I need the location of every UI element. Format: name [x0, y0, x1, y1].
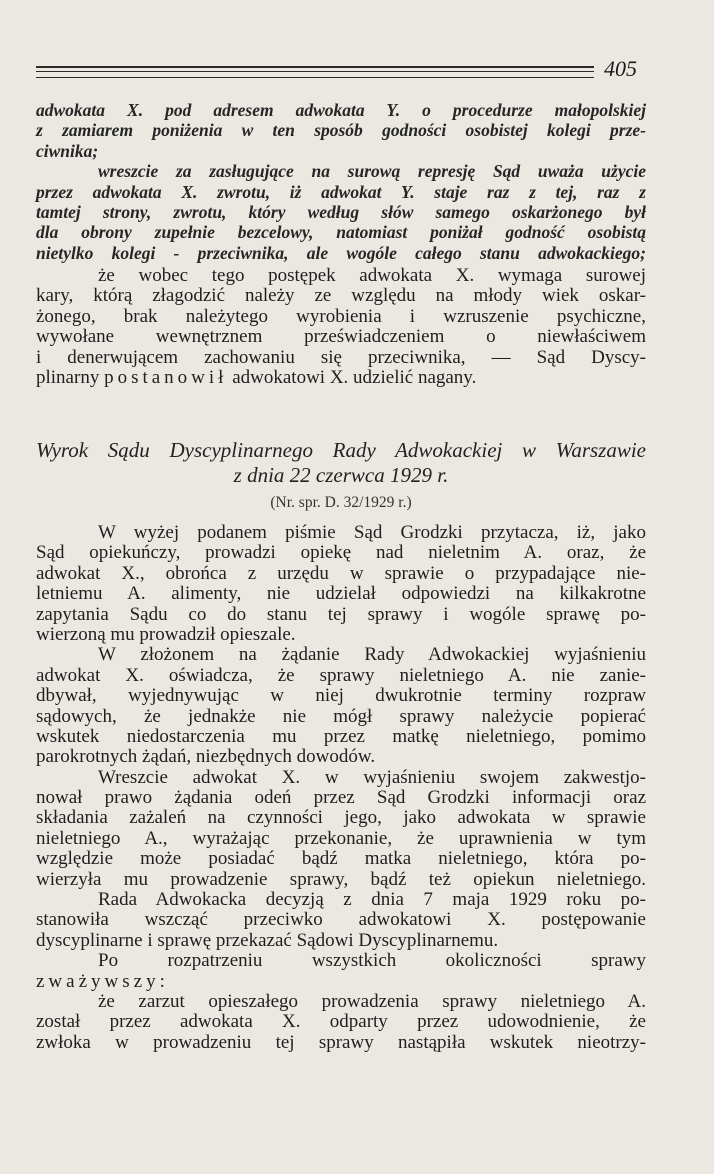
judgment-heading	[36, 438, 646, 488]
text-line: ciwnika;	[36, 140, 99, 161]
text-line: że wobec tego postępek adwokata X. wymaga surowej	[98, 265, 646, 286]
text-line: wierzoną mu prowadził opieszale.	[36, 623, 296, 645]
text-line: wskutek niedostarczenia mu przez matkę nieletniego, pomimo	[36, 725, 646, 747]
heading-line: z dnia 22 czerwca 1929 r.	[233, 463, 449, 487]
text-line: sądowych, że jednakże nie mógł sprawy należycie popierać	[36, 705, 646, 727]
text-line: względzie może posiadać bądź matka nieletniego, która po-	[36, 848, 646, 870]
text-line: nietylko kolegi - przeciwnika, ale wogóle całego stanu adwokackiego;	[36, 242, 646, 263]
text-fragment: adwokatowi X. udzielić nagany.	[232, 366, 477, 388]
text-line: W złożonem na żądanie Rady Adwokackiej wyjaśnieniu	[98, 644, 646, 666]
text-line: Rada Adwokacka decyzją z dnia 7 maja 1929 roku po-	[98, 889, 646, 911]
text-line: stanowiła wszcząć przeciwko adwokatowi X. postępowanie	[36, 909, 646, 931]
text-line: adwokat X. oświadcza, że sprawy nieletniego A. nie zanie-	[36, 664, 646, 686]
text-line: wywołane wewnętrznem przeświadczeniem o niewłaściwem	[36, 326, 646, 348]
text-line: adwokata X. pod adresem adwokata Y. o procedurze małopolskiej	[36, 100, 646, 120]
text-line: zwłoka w prowadzeniu tej sprawy nastąpiła wskutek nieotrzy-	[36, 1031, 646, 1053]
spaced-word: zważywszy:	[36, 970, 169, 992]
verdict-block	[36, 266, 646, 388]
text-line: nieletniego A., wyrażając przekonanie, że uprawnienia w tym	[36, 827, 646, 849]
text-line	[36, 368, 646, 388]
text-line: W wyżej podanem piśmie Sąd Grodzki przytacza, iż, jako	[98, 522, 646, 543]
text-line: wierzyła mu prowadzenie sprawy, bądź też opiekun nieletniego.	[36, 868, 646, 890]
text-line: żonego, brak należytego wyrobienia i wzruszenie psychiczne,	[36, 305, 646, 327]
text-line: składania zażaleń na czynności jego, jako adwokata w sprawie	[36, 807, 646, 829]
page-number: 405	[604, 56, 637, 81]
text-line: letniemu A. alimenty, nie udzielał odpowiedzi na kilkakrotne	[36, 583, 646, 605]
text-line: dbywał, wyjednywując w niej dwukrotnie terminy rozpraw	[36, 685, 646, 707]
text-fragment: plinarny	[36, 366, 100, 388]
text-line: Po rozpatrzeniu wszystkich okoliczności sprawy	[98, 950, 646, 972]
text-line: kary, którą złagodzić należy ze względu na młody wiek oskar-	[36, 285, 646, 307]
text-line: i denerwującem zachowaniu się przeciwnika, — Sąd Dyscy-	[36, 346, 646, 368]
italic-reasoning-block	[36, 100, 646, 263]
text-line: z zamiarem poniżenia w ten sposób godności osobistej kolegi prze-	[36, 120, 646, 141]
judgment-body	[36, 523, 646, 1053]
text-line: dyscyplinarne i sprawę przekazać Sądowi Dyscyplinarnemu.	[36, 929, 499, 951]
text-line: nował prawo żądania odeń przez Sąd Grodzki informacji oraz	[36, 787, 646, 809]
text-line: dla obrony zupełnie bezcelowy, natomiast poniżał godność osobistą	[36, 222, 646, 243]
text-line: Wreszcie adwokat X. w wyjaśnieniu swojem zakwestjo-	[98, 766, 646, 788]
text-line: parokrotnych żądań, niezbędnych dowodów.	[36, 746, 376, 768]
text-line: Sąd opiekuńczy, prowadzi opiekę nad nieletnim A. oraz, że	[36, 542, 646, 564]
case-number: (Nr. spr. D. 32/1929 r.)	[270, 494, 412, 511]
heading-line: Wyrok Sądu Dyscyplinarnego Rady Adwokackiej w Warszawie	[36, 438, 646, 462]
header-rule	[36, 66, 594, 78]
spaced-word: postanowił	[104, 366, 228, 388]
text-line: że zarzut opieszałego prowadzenia sprawy nieletniego A.	[98, 990, 646, 1012]
text-line: zapytania Sądu co do stanu tej sprawy i wogóle sprawę po-	[36, 603, 646, 625]
text-line: wreszcie za zasługujące na surową represję Sąd uważa użycie	[98, 161, 646, 182]
text-line: adwokat X., obrońca z urzędu w sprawie o przypadające nie-	[36, 562, 646, 584]
text-line: został przez adwokata X. odparty przez udowodnienie, że	[36, 1011, 646, 1033]
text-line: przez adwokata X. zwrotu, iż adwokat Y. staje raz z tej, raz z	[36, 181, 646, 202]
text-line: tamtej strony, zwrotu, który według słów samego oskarżonego był	[36, 201, 646, 222]
